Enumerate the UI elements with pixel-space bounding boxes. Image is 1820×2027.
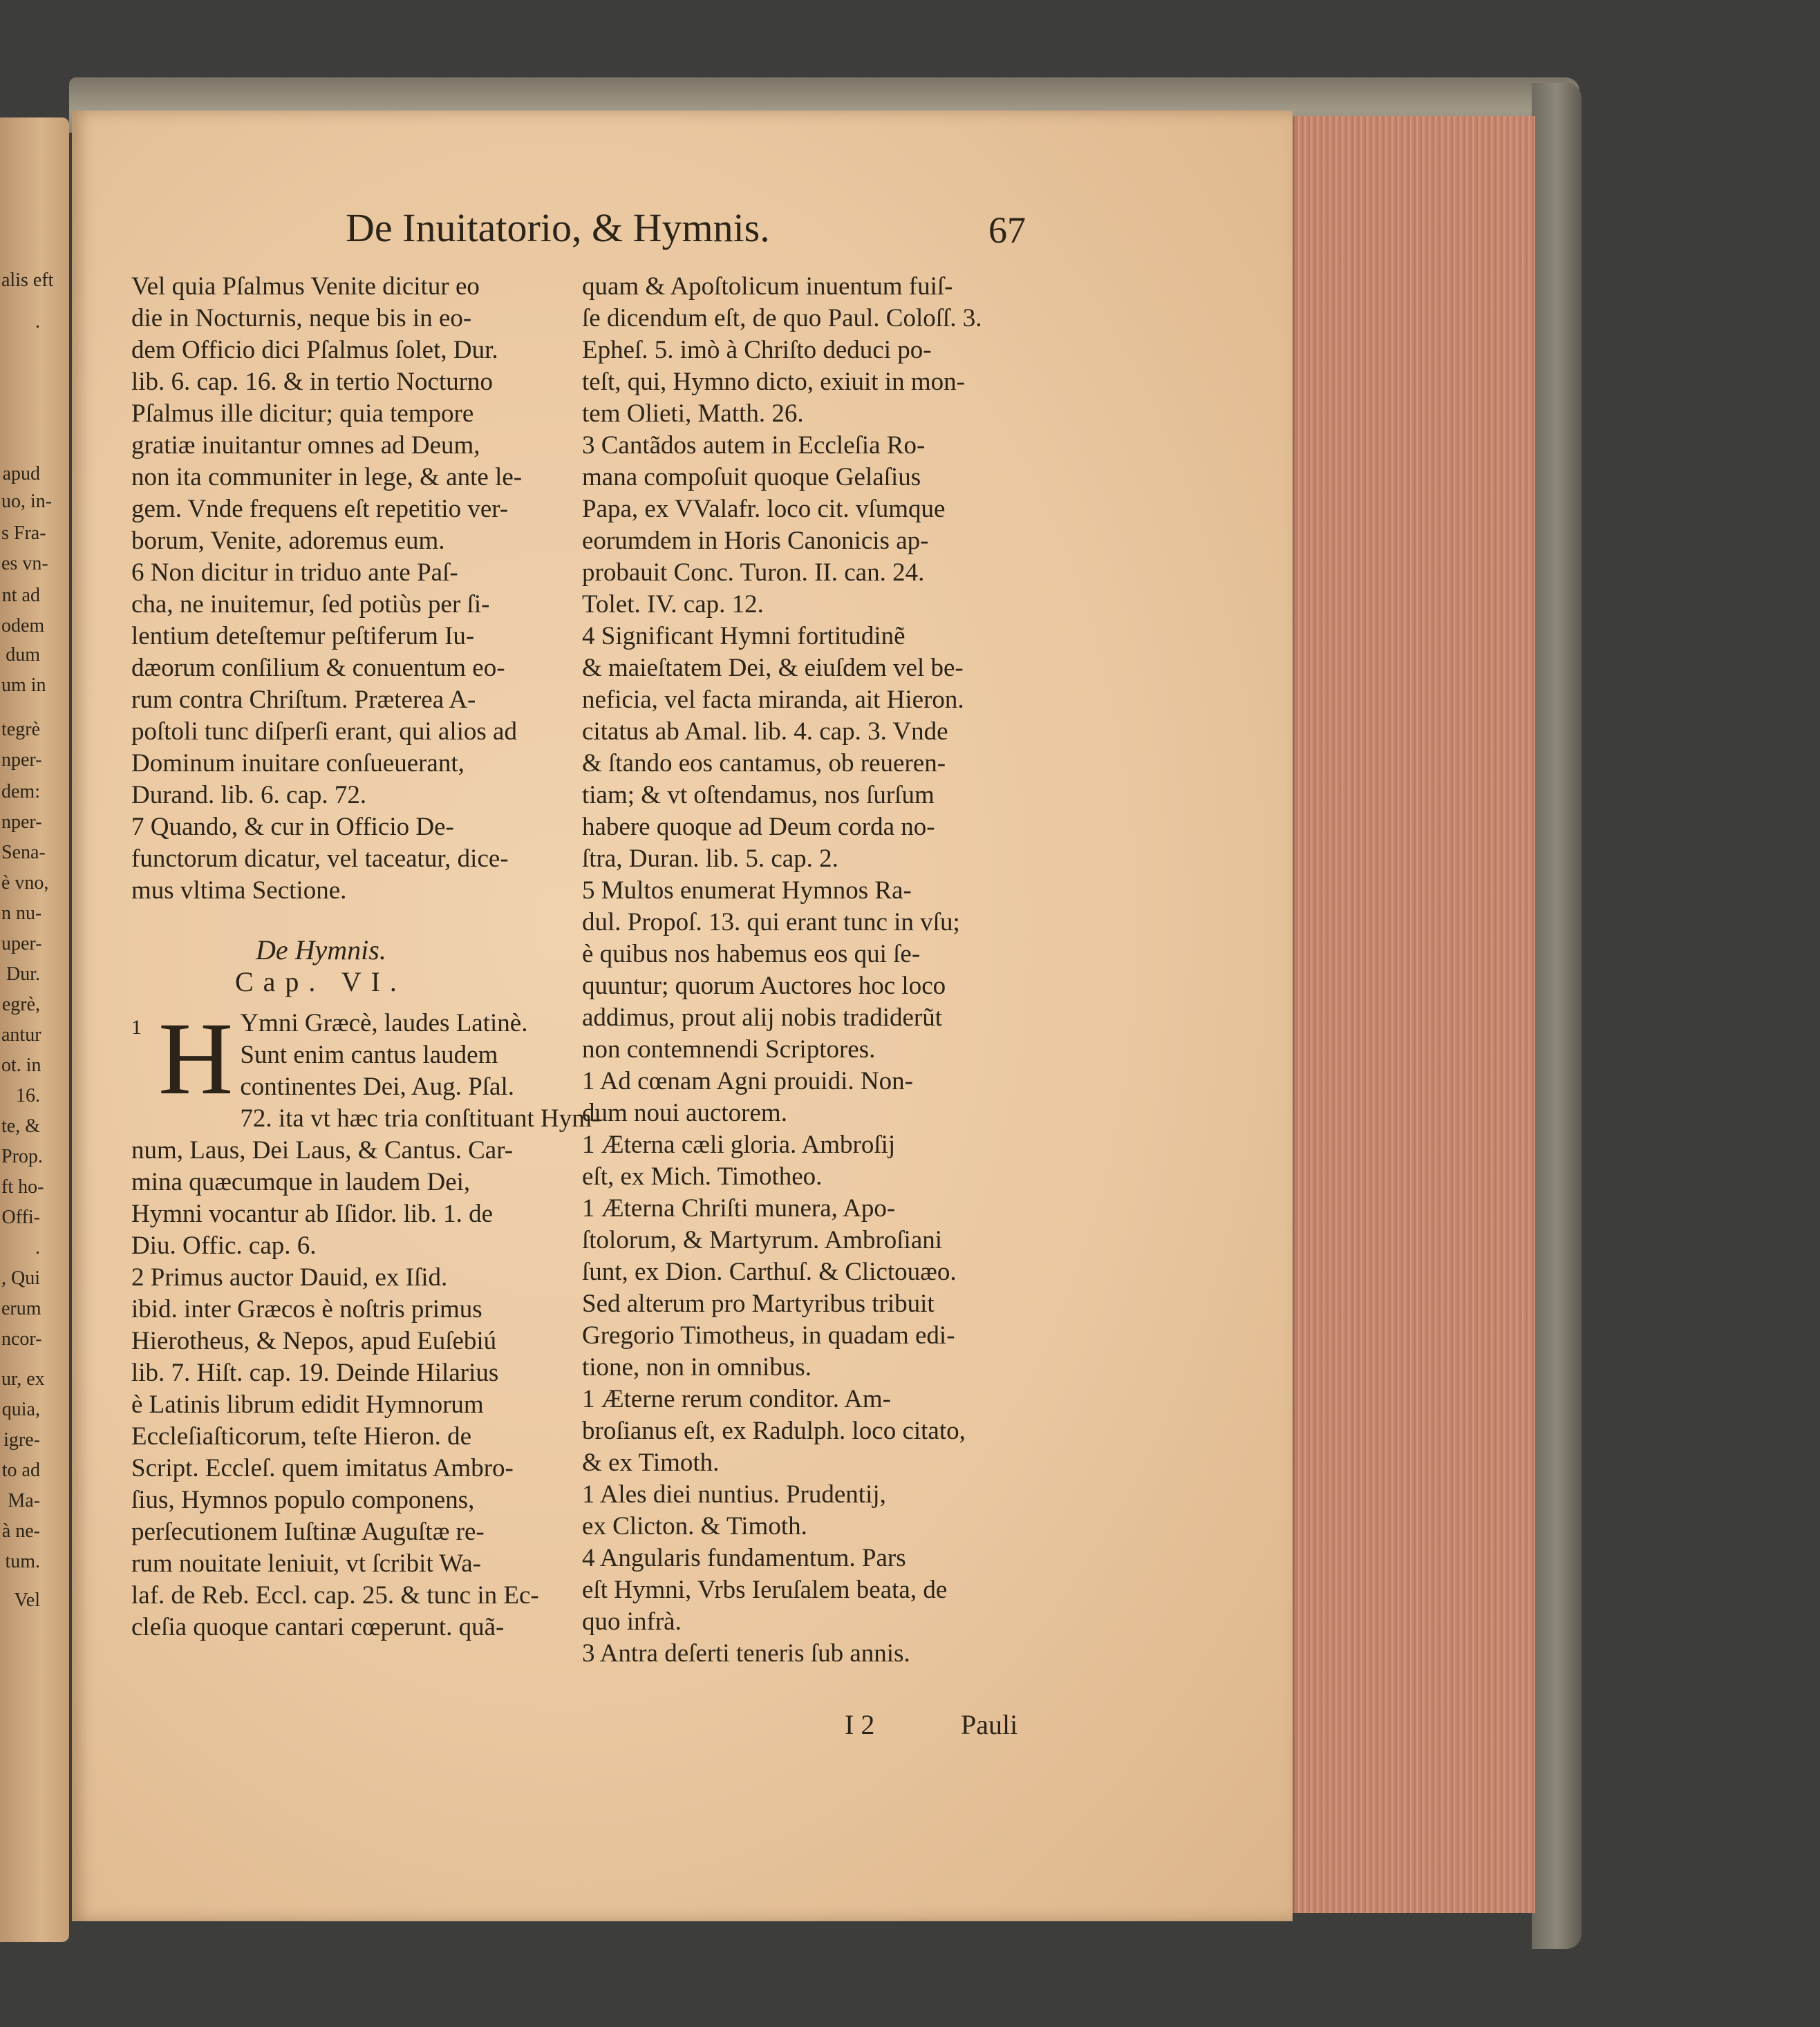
text-line: cha, ne inuitemur, ſed potiùs per ſi- [131, 590, 490, 619]
paragraph-number: 1 [131, 1016, 142, 1039]
text-line: 1 Æterne rerum conditor. Am- [582, 1385, 891, 1413]
margin-fragment: alis eft [1, 270, 54, 291]
margin-fragment: te, & [1, 1115, 40, 1137]
margin-fragment: igre- [3, 1429, 40, 1451]
margin-fragment: nper- [1, 749, 42, 771]
chapter-title: Cap. VI. [235, 966, 406, 997]
margin-fragment: antur [1, 1024, 41, 1046]
text-line: 2 Primus auctor Dauid, ex Iſid. [131, 1263, 448, 1292]
text-line: tione, non in omnibus. [582, 1353, 812, 1382]
margin-fragment: è vno, [1, 872, 49, 894]
margin-fragment: Dur. [6, 963, 40, 985]
text-line: 6 Non dicitur in triduo ante Paſ- [131, 558, 458, 587]
text-line: 1 Æterna Chriſti munera, Apo- [582, 1194, 896, 1223]
text-line: 5 Multos enumerat Hymnos Ra- [582, 876, 912, 905]
margin-fragment: n nu- [1, 903, 42, 924]
margin-fragment: nt ad [1, 585, 40, 606]
text-line: perſecutionem Iuſtinæ Auguſtæ re- [131, 1518, 485, 1546]
margin-fragment: apud [2, 463, 40, 484]
text-line: tiam; & vt oſtendamus, nos ſurſum [582, 781, 935, 809]
page-number: 67 [988, 209, 1026, 251]
margin-fragment: erum [1, 1298, 41, 1319]
text-line: continentes Dei, Aug. Pſal. [240, 1073, 514, 1101]
text-line: Ymni Græcè, laudes Latinè. [240, 1009, 528, 1037]
text-line: Tolet. IV. cap. 12. [582, 590, 764, 619]
text-line: 1 Æterna cæli gloria. Ambroſij [582, 1131, 896, 1159]
text-line: 4 Significant Hymni fortitudinẽ [582, 622, 906, 650]
drop-cap-paragraph [131, 1001, 560, 1116]
book-cover-edge [1532, 83, 1582, 1949]
text-line: eſt Hymni, Vrbs Ieruſalem beata, de [582, 1576, 948, 1604]
text-line: quuntur; quorum Auctores hoc loco [582, 972, 946, 1000]
text-column-left [131, 271, 601, 1643]
text-line: ſtolorum, & Martyrum. Ambroſiani [582, 1226, 943, 1254]
text-line: mana compoſuit quoque Gelaſius [582, 463, 921, 491]
text-line: lentium deteſtemur peſtiferum Iu- [131, 622, 475, 650]
text-line: eorumdem in Horis Canonicis ap- [582, 527, 929, 555]
text-line: dum noui auctorem. [582, 1099, 787, 1127]
text-line: lib. 6. cap. 16. & in tertio Nocturno [131, 368, 494, 396]
text-line: poſtoli tunc diſperſi erant, qui alios ad [131, 717, 517, 746]
margin-fragment: to ad [1, 1460, 40, 1481]
text-line: die in Nocturnis, neque bis in eo- [131, 304, 472, 332]
signature-mark: I 2 [845, 1709, 875, 1740]
margin-fragment: tum. [5, 1551, 40, 1572]
running-title: De Inuitatorio, & Hymnis. [346, 205, 770, 250]
margin-fragment: ncor- [1, 1328, 42, 1350]
margin-fragment: Ma- [8, 1490, 40, 1511]
text-line: tem Olieti, Matth. 26. [582, 399, 804, 428]
margin-fragment: es vn- [1, 553, 48, 574]
text-line: Durand. lib. 6. cap. 72. [131, 781, 367, 809]
margin-fragment: quia, [1, 1399, 40, 1420]
margin-fragment: ft ho- [1, 1176, 44, 1198]
margin-fragment: odem [1, 615, 45, 637]
text-line: neficia, vel facta miranda, ait Hieron. [582, 686, 964, 714]
text-line: quam & Apoſtolicum inuentum fuiſ- [582, 272, 953, 301]
text-line: 1 Ad cœnam Agni prouidi. Non- [582, 1067, 913, 1095]
text-line: mus vltima Sectione. [131, 876, 347, 905]
text-line: rum contra Chriſtum. Præterea A- [131, 686, 476, 714]
text-line: Pſalmus ille dicitur; quia tempore [131, 399, 474, 428]
text-line: ex Clicton. & Timoth. [582, 1512, 807, 1540]
text-line: & ſtando eos cantamus, ob reueren- [582, 749, 946, 777]
margin-fragment: egrè, [1, 994, 40, 1015]
text-line: ſunt, ex Dion. Carthuſ. & Clictouæo. [582, 1258, 957, 1286]
text-line: dæorum conſilium & conuentum eo- [131, 654, 505, 682]
text-line: è quibus nos habemus eos qui ſe- [582, 940, 921, 968]
section-title: De Hymnis. [256, 934, 386, 965]
margin-fragment: à ne- [1, 1520, 40, 1542]
margin-fragment: Sena- [1, 842, 46, 863]
page-fore-edge [1293, 116, 1535, 1913]
text-line: lib. 7. Hiſt. cap. 19. Deinde Hilarius [131, 1359, 499, 1387]
text-line: ibid. inter Græcos è noſtris primus [131, 1295, 482, 1323]
margin-fragment: . [35, 311, 40, 332]
text-line: ſius, Hymnos populo componens, [131, 1486, 475, 1514]
margin-fragment: , Qui [1, 1267, 40, 1289]
margin-fragment: nper- [1, 811, 42, 833]
margin-fragment: Vel [14, 1590, 40, 1611]
margin-fragment: . [35, 1237, 40, 1258]
text-line: 72. ita vt hæc tria conſtituant Hym- [240, 1104, 601, 1133]
margin-fragment: dem: [1, 781, 40, 802]
catchword: Pauli [961, 1709, 1018, 1740]
text-line: Vel quia Pſalmus Venite dicitur eo [131, 272, 480, 301]
text-line: 3 Antra deſerti teneris ſub annis. [582, 1639, 910, 1668]
text-line: borum, Venite, adoremus eum. [131, 527, 445, 555]
text-line: mina quæcumque in laudem Dei, [131, 1168, 471, 1196]
text-line: Hierotheus, & Nepos, apud Euſebiú [131, 1327, 497, 1355]
margin-fragment: ur, ex [1, 1368, 45, 1390]
text-line: Sed alterum pro Martyribus tribuit [582, 1290, 935, 1318]
previous-page-edge [0, 117, 69, 1942]
text-line: 3 Cantãdos autem in Eccleſia Ro- [582, 431, 926, 460]
text-line: rum nouitate leniuit, vt ſcribit Wa- [131, 1549, 482, 1578]
text-line: cleſia quoque cantari cœperunt. quã- [131, 1613, 505, 1641]
drop-cap-letter: H [158, 1001, 234, 1116]
text-line: addimus, prout alij nobis tradiderũt [582, 1003, 942, 1032]
margin-fragment: uper- [1, 933, 42, 954]
text-line: Diu. Offic. cap. 6. [131, 1232, 317, 1260]
text-line: non ita communiter in lege, & ante le- [131, 463, 523, 491]
margin-fragment: um in [1, 675, 46, 696]
text-line: 4 Angularis fundamentum. Pars [582, 1544, 906, 1572]
text-line: Script. Eccleſ. quem imitatus Ambro- [131, 1454, 514, 1482]
text-line: num, Laus, Dei Laus, & Cantus. Car- [131, 1136, 514, 1165]
text-line: dem Officio dici Pſalmus ſolet, Dur. [131, 336, 498, 364]
text-line: non contemnendi Scriptores. [582, 1035, 876, 1064]
margin-fragment: Prop. [1, 1146, 43, 1167]
text-line: eſt, ex Mich. Timotheo. [582, 1162, 823, 1191]
text-line: dul. Propoſ. 13. qui erant tunc in vſu; [582, 908, 960, 936]
text-line: Hymni vocantur ab Iſidor. lib. 1. de [131, 1200, 494, 1228]
text-line: gratiæ inuitantur omnes ad Deum, [131, 431, 480, 460]
text-line: Epheſ. 5. imò à Chriſto deduci po- [582, 336, 932, 364]
text-line: 1 Ales diei nuntius. Prudentij, [582, 1480, 886, 1509]
margin-fragment: uo, in- [1, 491, 53, 512]
text-line: broſianus eſt, ex Radulph. loco citato, [582, 1417, 966, 1445]
text-line: ſtra, Duran. lib. 5. cap. 2. [582, 845, 838, 873]
text-line: Dominum inuitare conſueuerant, [131, 749, 465, 777]
text-line: Sunt enim cantus laudem [240, 1041, 498, 1069]
text-line: è Latinis librum edidit Hymnorum [131, 1390, 484, 1419]
text-column-right [582, 271, 1031, 1670]
text-line: 7 Quando, & cur in Officio De- [131, 813, 454, 841]
margin-fragment: dum [6, 644, 40, 666]
text-line: ſe dicendum eſt, de quo Paul. Coloſſ. 3. [582, 304, 982, 332]
text-line: Papa, ex VValafr. loco cit. vſumque [582, 495, 946, 523]
margin-fragment: Offi- [1, 1207, 40, 1228]
text-line: habere quoque ad Deum corda no- [582, 813, 935, 841]
text-line: quo infrà. [582, 1608, 682, 1636]
text-line: gem. Vnde frequens eſt repetitio ver- [131, 495, 509, 523]
text-line: citatus ab Amal. lib. 4. cap. 3. Vnde [582, 717, 948, 746]
text-line: teſt, qui, Hymno dicto, exiuit in mon- [582, 368, 965, 396]
text-line: laf. de Reb. Eccl. cap. 25. & tunc in Ec- [131, 1581, 539, 1610]
text-line: & ex Timoth. [582, 1449, 720, 1477]
text-line: Eccleſiaſticorum, teſte Hieron. de [131, 1422, 472, 1451]
margin-fragment: ot. in [1, 1055, 41, 1076]
margin-fragment: 16. [16, 1085, 40, 1106]
margin-fragment: tegrè [1, 719, 40, 740]
text-line: & maieſtatem Dei, & eiuſdem vel be- [582, 654, 964, 682]
text-line: probauit Conc. Turon. II. can. 24. [582, 558, 925, 587]
text-line: functorum dicatur, vel taceatur, dice- [131, 845, 509, 873]
margin-fragment: s Fra- [1, 522, 46, 544]
text-line: Gregorio Timotheus, in quadam edi- [582, 1321, 955, 1350]
